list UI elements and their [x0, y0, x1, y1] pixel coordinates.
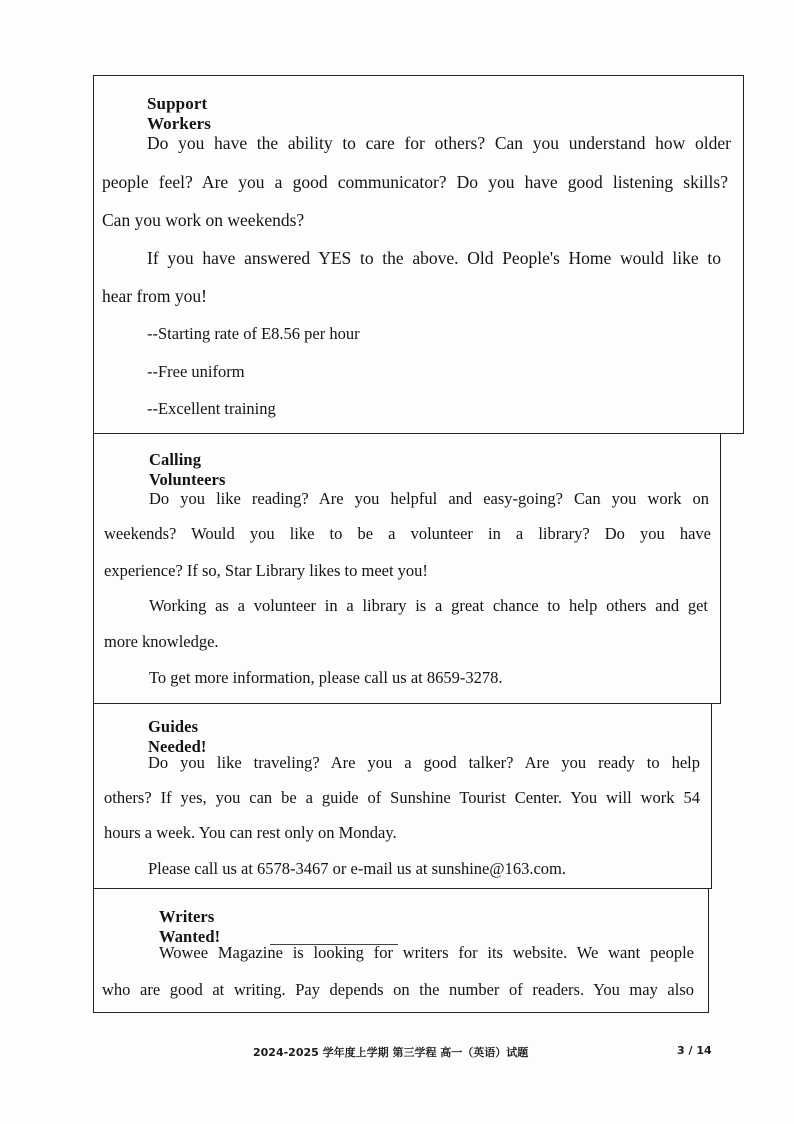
ad-title: Support Workers	[147, 94, 211, 133]
section-divider-3	[93, 888, 712, 889]
ad-title: Guides Needed!	[148, 717, 207, 756]
section-divider-1	[93, 433, 744, 434]
ad-text-line: Can you work on weekends?	[102, 210, 305, 230]
frame-right-border-2	[720, 433, 721, 703]
benefit-item: --Starting rate of E8.56 per hour	[147, 324, 360, 343]
benefit-item: --Free uniform	[147, 362, 245, 381]
ad-text-line: Do you like reading? Are you helpful and easy-going? Can you work on	[149, 489, 709, 508]
ad-text-line: hours a week. You can rest only on Monday.	[104, 823, 397, 842]
ad-text-line: If you have answered YES to the above. Old People's Home would like to	[147, 248, 721, 268]
frame-top-border	[93, 75, 744, 76]
frame-right-border-3	[711, 703, 712, 888]
ad-text-line: Working as a volunteer in a library is a great chance to help others and get	[149, 596, 708, 615]
ad-title: Writers Wanted!	[159, 907, 221, 946]
frame-bottom-border	[93, 1012, 709, 1013]
ad-text-line: others? If yes, you can be a guide of Sunshine Tourist Center. You will work 54	[104, 788, 700, 807]
ad-text-line: Do you like traveling? Are you a good talker? Are you ready to help	[148, 753, 700, 772]
section-divider-2	[93, 703, 721, 704]
ad-text-line: more knowledge.	[104, 632, 219, 651]
exam-title-footer: 2024-2025 学年度上学期 第三学程 高一（英语）试题	[253, 1046, 529, 1059]
ad-text-line: experience? If so, Star Library likes to meet you!	[104, 561, 428, 580]
ad-text-line: Wowee Magazine is looking for writers for its website. We want people	[159, 943, 694, 962]
contact-line: Please call us at 6578-3467 or e-mail us at sunshine@163.com.	[148, 859, 566, 878]
ad-title: Calling Volunteers	[149, 450, 226, 489]
contact-line: To get more information, please call us at 8659-3278.	[149, 668, 503, 687]
ad-text-line: Do you have the ability to care for others? Can you understand how older	[147, 133, 731, 153]
benefit-item: --Excellent training	[147, 399, 276, 418]
frame-right-border-4	[708, 888, 709, 1013]
ad-text-line: who are good at writing. Pay depends on the number of readers. You may also	[102, 980, 694, 999]
ad-text-line: hear from you!	[102, 286, 207, 306]
page-number: 3 / 14	[677, 1044, 712, 1057]
ad-text-line: weekends? Would you like to be a volunteer in a library? Do you have	[104, 524, 711, 543]
frame-right-border-1	[743, 75, 744, 433]
ad-text-line: people feel? Are you a good communicator? Do you have good listening skills?	[102, 172, 728, 192]
